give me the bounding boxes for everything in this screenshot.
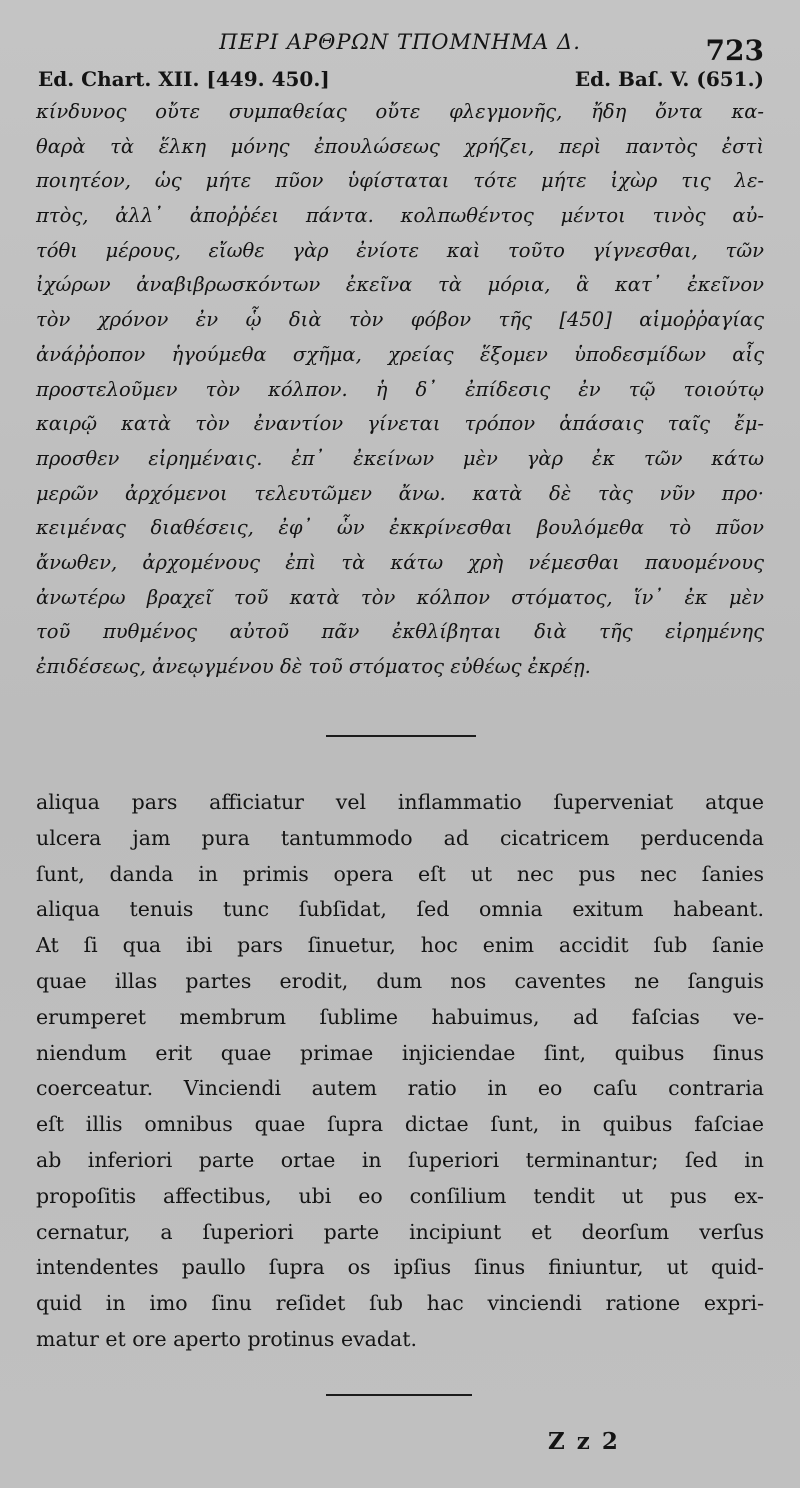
latin-text-line: erumperet membrum ſublime habuimus, ad faſcias ve- <box>36 1004 764 1029</box>
greek-text-line: μερῶν ἀρχόμενοι τελευτῶμεν ἄνω. κατὰ δὲ τὰς νῦν προ· <box>36 481 764 505</box>
running-title: ΠΕΡΙ ΑΡΘΡΩΝ ΤΠΟΜΝΗΜΑ Δ. <box>219 30 581 54</box>
latin-text-line: At ſi qua ibi pars ſinuetur, hoc enim accidit ſub ſanie <box>36 933 764 958</box>
greek-text-line: κίνδυνος οὔτε συμπαθείας οὔτε φλεγμονῆς, ἤδη ὄντα κα- <box>36 100 764 123</box>
latin-text-line: aliqua tenuis tunc ſubſidat, ſed omnia exitum habeant. <box>36 897 764 922</box>
greek-text-line: κειμένας διαθέσεις, ἐφ᾽ ὧν ἐκκρίνεσθαι βουλόμεθα τὸ πῦον <box>36 516 764 540</box>
latin-text-line: ab inferiori parte ortae in ſuperiori terminantur; ſed in <box>36 1147 764 1172</box>
latin-text-line: ulcera jam pura tantummodo ad cicatricem perducenda <box>36 825 764 850</box>
greek-text-line: ποιητέον, ὡς μήτε πῦον ὑφίσταται τότε μήτε ἰχὼρ τις λε- <box>36 169 764 193</box>
greek-text-line: θαρὰ τὰ ἕλκη μόνης ἐπουλώσεως χρήζει, περὶ παντὸς ἐστὶ <box>36 134 764 158</box>
greek-text-line: ἀνωτέρω βραχεῖ τοῦ κατὰ τὸν κόλπον στόματος, ἵν᾽ ἐκ μὲν <box>36 585 764 609</box>
greek-text-line: ἐπιδέσεως, ἀνεῳγμένου δὲ τοῦ στόματος εὐθέως ἐκρέῃ. <box>36 655 591 678</box>
section-divider <box>326 735 476 737</box>
signature-mark: Z z 2 <box>548 1428 620 1455</box>
greek-text-line: ἰχώρων ἀναβιβρωσκόντων ἐκεῖνα τὰ μόρια, ἃ κατ᾽ ἐκεῖνον <box>36 273 764 297</box>
latin-text-line: propoſitis affectibus, ubi eo conſilium tendit ut pus ex- <box>36 1183 764 1208</box>
latin-text-line: coerceatur. Vinciendi autem ratio in eo caſu contraria <box>36 1076 764 1101</box>
latin-text-line: ſunt, danda in primis opera eſt ut nec pus nec ſanies <box>36 861 764 886</box>
latin-text-line: aliqua pars afficiatur vel inflammatio ſuperveniat atque <box>36 790 764 814</box>
latin-text-line: intendentes paullo ſupra os ipſius ſinus finiuntur, ut quid- <box>36 1255 764 1280</box>
latin-text-line: cernatur, a ſuperiori parte incipiunt et deorſum verſus <box>36 1219 764 1244</box>
latin-text-line: niendum erit quae primae injiciendae ſint, quibus ſinus <box>36 1040 764 1065</box>
greek-text-line: προσθεν εἰρημέναις. ἐπ᾽ ἐκείνων μὲν γὰρ ἐκ τῶν κάτω <box>36 446 764 470</box>
greek-text-line: ἀνάῤῥοπον ἡγούμεθα σχῆμα, χρείας ἕξομεν ὑποδεσμίδων αἷς <box>36 342 764 366</box>
greek-text-line: τόθι μέρους, εἴωθε γὰρ ἐνίοτε καὶ τοῦτο γίγνεσθαι, τῶν <box>36 238 764 262</box>
edition-reference-basel: Ed. Baſ. V. (651.) <box>574 67 764 91</box>
latin-text-line: quae illas partes erodit, dum nos caventes ne ſanguis <box>36 968 764 993</box>
greek-text-line: πτὸς, ἀλλ᾽ ἀποῤῥέει πάντα. κολπωθέντος μέντοι τινὸς αὐ- <box>36 204 764 228</box>
latin-text-line: matur et ore aperto protinus evadat. <box>36 1326 418 1351</box>
latin-text-line: eſt illis omnibus quae ſupra dictae ſunt, in quibus faſciae <box>36 1112 764 1137</box>
edition-reference-chartier: Ed. Chart. XII. [449. 450.] <box>38 67 330 91</box>
greek-text-line: ἄνωθεν, ἀρχομένους ἐπὶ τὰ κάτω χρὴ νέμεσθαι παυομένους <box>36 550 764 574</box>
greek-text-line: τὸν χρόνον ἐν ᾧ διὰ τὸν φόβον τῆς [450] αἱμοῤῥαγίας <box>36 308 764 332</box>
footer-divider <box>326 1394 472 1396</box>
page-number: 723 <box>705 34 764 67</box>
latin-text-line: quid in imo ſinu reſidet ſub hac vinciendi ratione expri- <box>36 1291 764 1316</box>
greek-text-block <box>36 95 764 685</box>
latin-text-block <box>36 785 764 1358</box>
greek-text-line: προστελοῦμεν τὸν κόλπον. ἡ δ᾽ ἐπίδεσις ἐν τῷ τοιούτῳ <box>36 377 764 401</box>
greek-text-line: καιρῷ κατὰ τὸν ἐναντίον γίνεται τρόπον ἁπάσαις ταῖς ἔμ- <box>36 412 764 436</box>
greek-text-line: τοῦ πυθμένος αὐτοῦ πᾶν ἐκθλίβηται διὰ τῆς εἰρημένης <box>36 620 764 644</box>
